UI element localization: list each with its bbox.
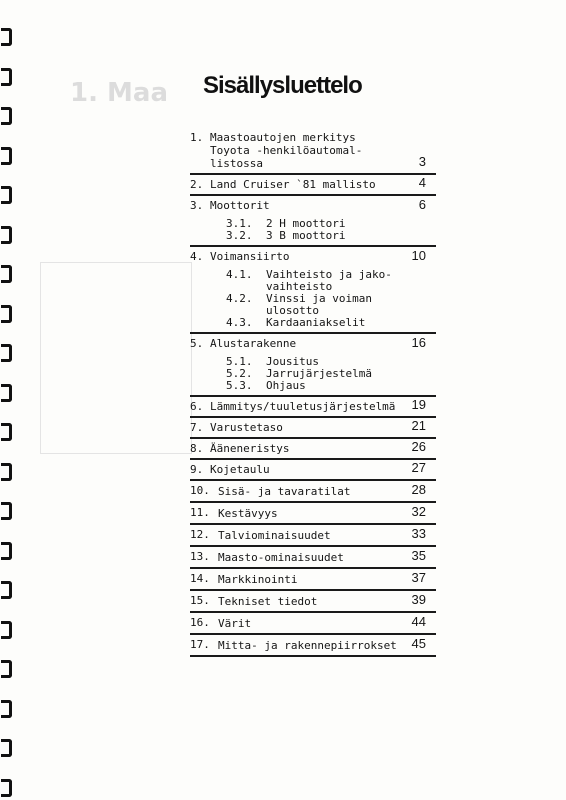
binding-ring (1, 186, 12, 204)
toc-entry-title: Äänenеristys (210, 442, 290, 455)
toc-entry (190, 247, 436, 334)
binding-ring (1, 68, 12, 86)
toc-entry-number: 3. (190, 199, 204, 212)
toc-subsection-title: Kardaaniakselit (266, 316, 366, 329)
binding-ring (1, 542, 12, 560)
toc-entry (190, 481, 436, 503)
toc-entry-title: Alustarakenne (210, 337, 297, 350)
toc-subsection-number: 4.1. (226, 268, 253, 281)
toc-subsection-number: 4.3. (226, 316, 253, 329)
toc-entry-page: 28 (411, 482, 426, 497)
toc-entry-page: 32 (411, 504, 426, 519)
toc-subsection-title: 2 H moottori (266, 217, 346, 230)
toc-subsection-title: Jarrujärjestelmä (266, 367, 372, 380)
toc-subsection (226, 269, 436, 293)
toc-entry (190, 547, 436, 569)
toc-subsection-title: Vinssi ja voiman ulosotto (266, 292, 372, 317)
toc-entry-number: 17. (190, 638, 210, 651)
toc-entry-page: 37 (411, 570, 426, 585)
toc-entry (190, 635, 436, 657)
toc-entry-number: 8. (190, 442, 204, 455)
toc-entry-title: Moottorit (210, 199, 270, 212)
toc-entry (190, 397, 436, 418)
toc-entry-title: Voimansiirto (210, 250, 290, 263)
binding-ring (1, 423, 12, 441)
toc-entry-page: 45 (411, 636, 426, 651)
toc-entry-number: 5. (190, 337, 204, 350)
toc-entry-page: 21 (411, 418, 426, 433)
binding-ring (1, 502, 12, 520)
toc-entry-page: 44 (411, 614, 426, 629)
binding-ring (1, 700, 12, 718)
toc-subsection-number: 5.2. (226, 367, 253, 380)
toc-entry-number: 15. (190, 594, 210, 607)
toc-entry (190, 175, 436, 196)
toc-entry-page: 19 (411, 397, 426, 412)
show-through-heading: 1. Maa (70, 78, 168, 108)
binding-ring (1, 621, 12, 639)
toc-entry-title: Markkinointi (218, 573, 298, 586)
toc-subsection-number: 5.3. (226, 379, 253, 392)
binding-ring (1, 28, 12, 46)
toc-subsection (226, 380, 436, 392)
toc-entry (190, 613, 436, 635)
toc-subsection-number: 5.1. (226, 355, 253, 368)
binding-ring (1, 344, 12, 362)
binding-ring (1, 779, 12, 797)
toc-subsection-number: 3.2. (226, 229, 253, 242)
toc-subsection (226, 293, 436, 317)
toc-subsection-list (190, 356, 436, 392)
toc-subsection-list (190, 218, 436, 242)
toc-entry-number: 16. (190, 616, 210, 629)
toc-entry-page: 26 (411, 439, 426, 454)
toc-entry-title: Kojetaulu (210, 463, 270, 476)
toc-entry-number: 6. (190, 400, 204, 413)
toc-subsection (226, 230, 436, 242)
toc-entry-page: 27 (411, 460, 426, 475)
toc-entry-number: 1. (190, 131, 204, 144)
toc-entry (190, 128, 436, 175)
binding-ring (1, 265, 12, 283)
toc-entry-page: 10 (411, 248, 426, 263)
toc-entry-title: Land Cruiser `81 mallisto (210, 178, 376, 191)
toc-entry-page: 6 (418, 197, 426, 212)
toc-subsection-title: 3 B moottori (266, 229, 346, 242)
binding-ring (1, 463, 12, 481)
toc-entry (190, 460, 436, 481)
toc-subsection-title: Jousitus (266, 355, 319, 368)
toc-subsection-title: Vaihteisto ja jako- vaihteisto (266, 268, 392, 293)
toc-entry-number: 13. (190, 550, 210, 563)
toc-entry-title: Varustetaso (210, 421, 283, 434)
toc-entry-title: Lämmitys/tuuletusjärjestelmä (210, 400, 396, 413)
toc-entry-page: 33 (411, 526, 426, 541)
toc-subsection-title: Ohjaus (266, 379, 306, 392)
toc-subsection (226, 368, 436, 380)
toc-entry-number: 12. (190, 528, 210, 541)
toc-entry-page: 3 (418, 154, 426, 169)
toc-entry-number: 2. (190, 178, 204, 191)
binding-ring (1, 226, 12, 244)
toc-entry-title: Kestävyys (218, 507, 278, 520)
binding-ring (1, 107, 12, 125)
toc-entry-title: Värit (218, 617, 252, 630)
toc-entry-title: Maasto-ominaisuudet (218, 551, 344, 564)
toc-entry (190, 525, 436, 547)
toc-entry-title: Tekniset tiedot (218, 595, 318, 608)
binding-ring (1, 660, 12, 678)
toc-entry-title: Maastoautojen merkitys Toyota -henkilöautomal- listossa (210, 131, 363, 170)
toc-entry-page: 35 (411, 548, 426, 563)
toc-entry (190, 334, 436, 397)
binding-ring (1, 581, 12, 599)
toc-entry (190, 196, 436, 247)
toc-subsection (226, 317, 436, 329)
toc-subsection-number: 3.1. (226, 217, 253, 230)
toc-entry-page: 16 (411, 335, 426, 350)
toc-entry-title: Mitta- ja rakennepiirrokset (218, 639, 397, 652)
table-of-contents (190, 128, 436, 657)
binding-ring (1, 305, 12, 323)
toc-entry (190, 418, 436, 439)
toc-entry (190, 439, 436, 460)
toc-entry-page: 4 (418, 175, 426, 190)
spiral-binding (0, 0, 18, 800)
binding-ring (1, 384, 12, 402)
toc-subsection-number: 4.2. (226, 292, 253, 305)
show-through-box (40, 262, 192, 454)
toc-entry-number: 11. (190, 506, 210, 519)
toc-entry-page: 39 (411, 592, 426, 607)
toc-entry (190, 503, 436, 525)
toc-entry-number: 14. (190, 572, 210, 585)
page-title: Sisällysluettelo (203, 72, 362, 99)
toc-subsection-list (190, 269, 436, 329)
toc-entry-number: 7. (190, 421, 204, 434)
toc-entry-number: 4. (190, 250, 204, 263)
toc-entry-title: Talviominaisuudet (218, 529, 331, 542)
toc-entry (190, 591, 436, 613)
toc-entry-number: 9. (190, 463, 204, 476)
toc-entry-number: 10. (190, 484, 210, 497)
binding-ring (1, 739, 12, 757)
toc-entry-title: Sisä- ja tavaratilat (218, 485, 351, 498)
binding-ring (1, 147, 12, 165)
toc-entry (190, 569, 436, 591)
